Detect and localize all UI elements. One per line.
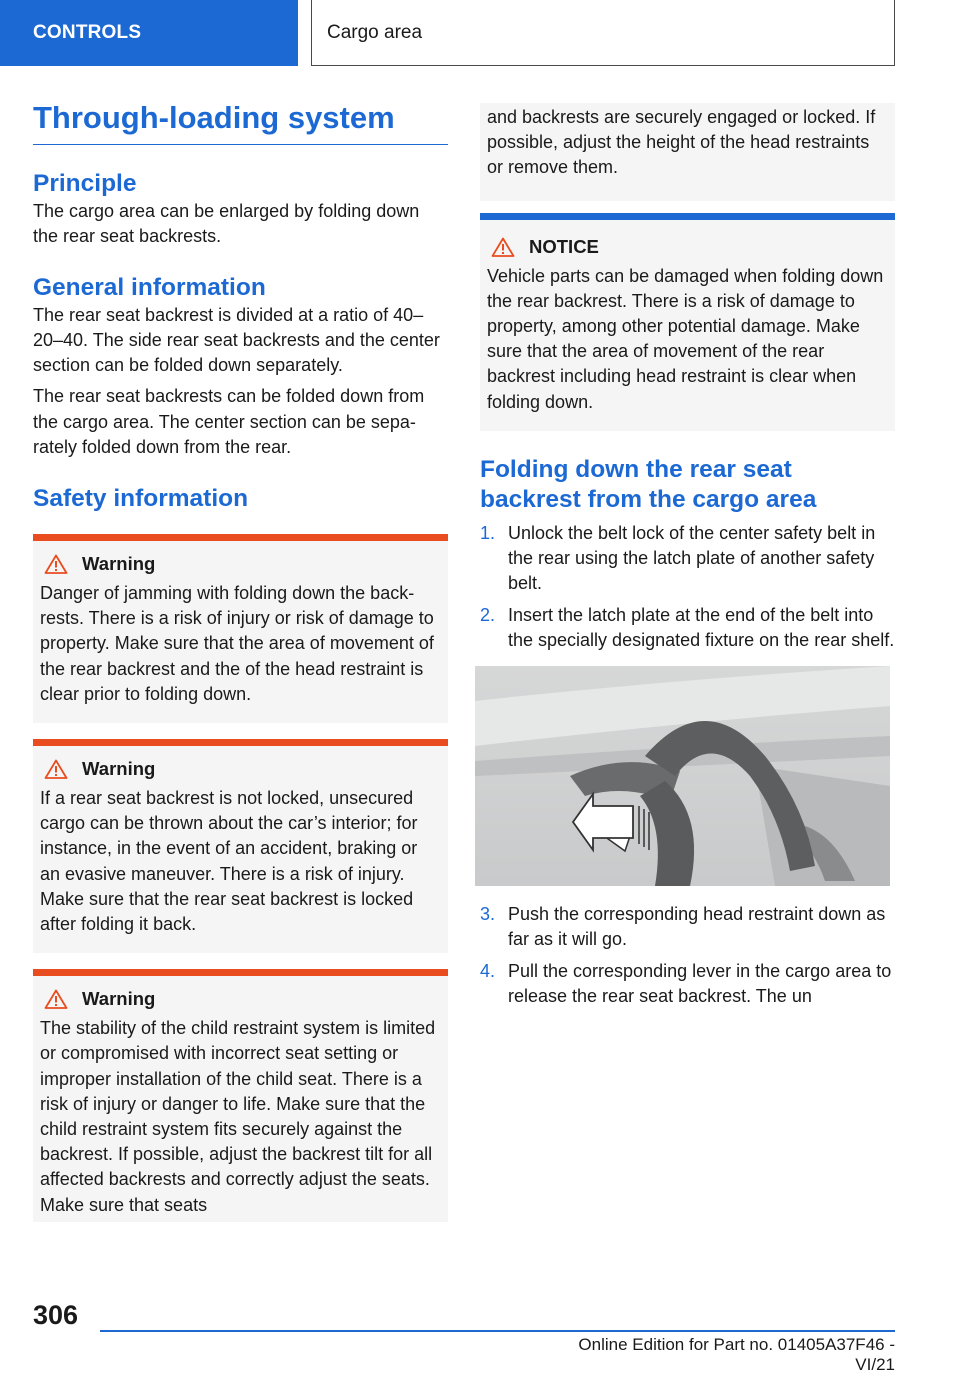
list-item: 1. Unlock the belt lock of the center safety belt in the rear using the latch plate of another safety belt. (480, 522, 876, 593)
chapter-tab: CONTROLS (0, 0, 298, 66)
left-column (33, 100, 448, 1222)
page-number: 306 (33, 1300, 79, 1330)
safety-heading: Safety information (33, 485, 249, 513)
steps-list-a (480, 521, 895, 654)
list-item: 4. Pull the corresponding lever in the cargo area to release the rear seat backrest. The un (480, 961, 892, 1007)
principle-heading: Principle (33, 169, 137, 197)
section-title: Cargo area (311, 0, 895, 66)
warning-box-3 (33, 969, 448, 1222)
warning-box-2 (33, 739, 448, 953)
warning-triangle-icon (491, 237, 515, 257)
edition-note: Online Edition for Part no. 01405A37F46 - VI/21 (578, 1335, 895, 1374)
warning-title-3 (40, 988, 440, 1010)
list-item: 2. Insert the latch plate at the end of the belt into the specially designated fixture on the rear shelf. (480, 605, 895, 651)
warning-triangle-icon (44, 989, 68, 1009)
right-column (480, 103, 895, 1016)
footer-rule (100, 1330, 895, 1332)
steps-list-b (480, 902, 895, 1010)
notice-box (480, 213, 895, 431)
belt-illustration (475, 666, 890, 886)
warning-triangle-icon (44, 554, 68, 574)
notice-label: NOTICE (529, 235, 599, 257)
warning-triangle-icon (44, 759, 68, 779)
notice-text: Vehicle parts can be damaged when folding down the rear backrest. There is a risk of damage to property, among other potential damage. Make sure that the area of movement of the rear backrest including head restraint is clear when folding down. (487, 265, 884, 412)
warning-label: Warning (82, 988, 156, 1010)
folding-heading: Folding down the rear seat backrest from the cargo area (480, 455, 817, 513)
general-text-2: The rear seat backrests can be folded down from the cargo area. The center section can be separately folded down from the rear. (33, 386, 425, 457)
notice-title (487, 236, 887, 258)
warning-text-continued: and backrests are securely engaged or locked. If possible, adjust the height of the head restraints or remove them. (487, 107, 876, 178)
warning-continuation (480, 103, 895, 201)
warning-label: Warning (82, 757, 156, 779)
warning-label: Warning (82, 552, 156, 574)
warning-text-2: If a rear seat backrest is not locked, unsecured cargo can be thrown about the car’s interior; for instance, in the event of an accident, braking or an evasive maneuver. There is a risk of injury. Make sure that the rear seat backrest is locked after folding it back. (40, 787, 418, 934)
general-heading: General information (33, 273, 266, 301)
warning-text-3: The stability of the child restraint system is limited or compromised with incorrect seat setting or improper installation of the child seat. There is a risk of injury or danger to life. Make sure that the child restraint system fits securely against the backrest. If possible, adjust the backrest tilt for all affected backrests and correctly adjust the seats. Make sure that seats (40, 1018, 436, 1215)
warning-text-1: Danger of jamming with folding down the backrests. There is a risk of injury or risk of damage to property. Make sure that the area of movement of the rear backrest and the of the head restraint is clear prior to folding down. (40, 582, 434, 704)
warning-title-1 (40, 553, 440, 575)
list-item: 3. Push the corresponding head restraint down as far as it will go. (480, 903, 886, 949)
warning-title-2 (40, 758, 440, 780)
general-text-1: The rear seat backrest is divided at a ratio of 40–20–40. The side rear seat backrests and the center section can be folded down separately. (33, 304, 440, 376)
warning-box-1 (33, 534, 448, 723)
page-title: Through-loading system (33, 100, 448, 145)
principle-text: The cargo area can be enlarged by folding down the rear seat backrests. (33, 200, 420, 246)
